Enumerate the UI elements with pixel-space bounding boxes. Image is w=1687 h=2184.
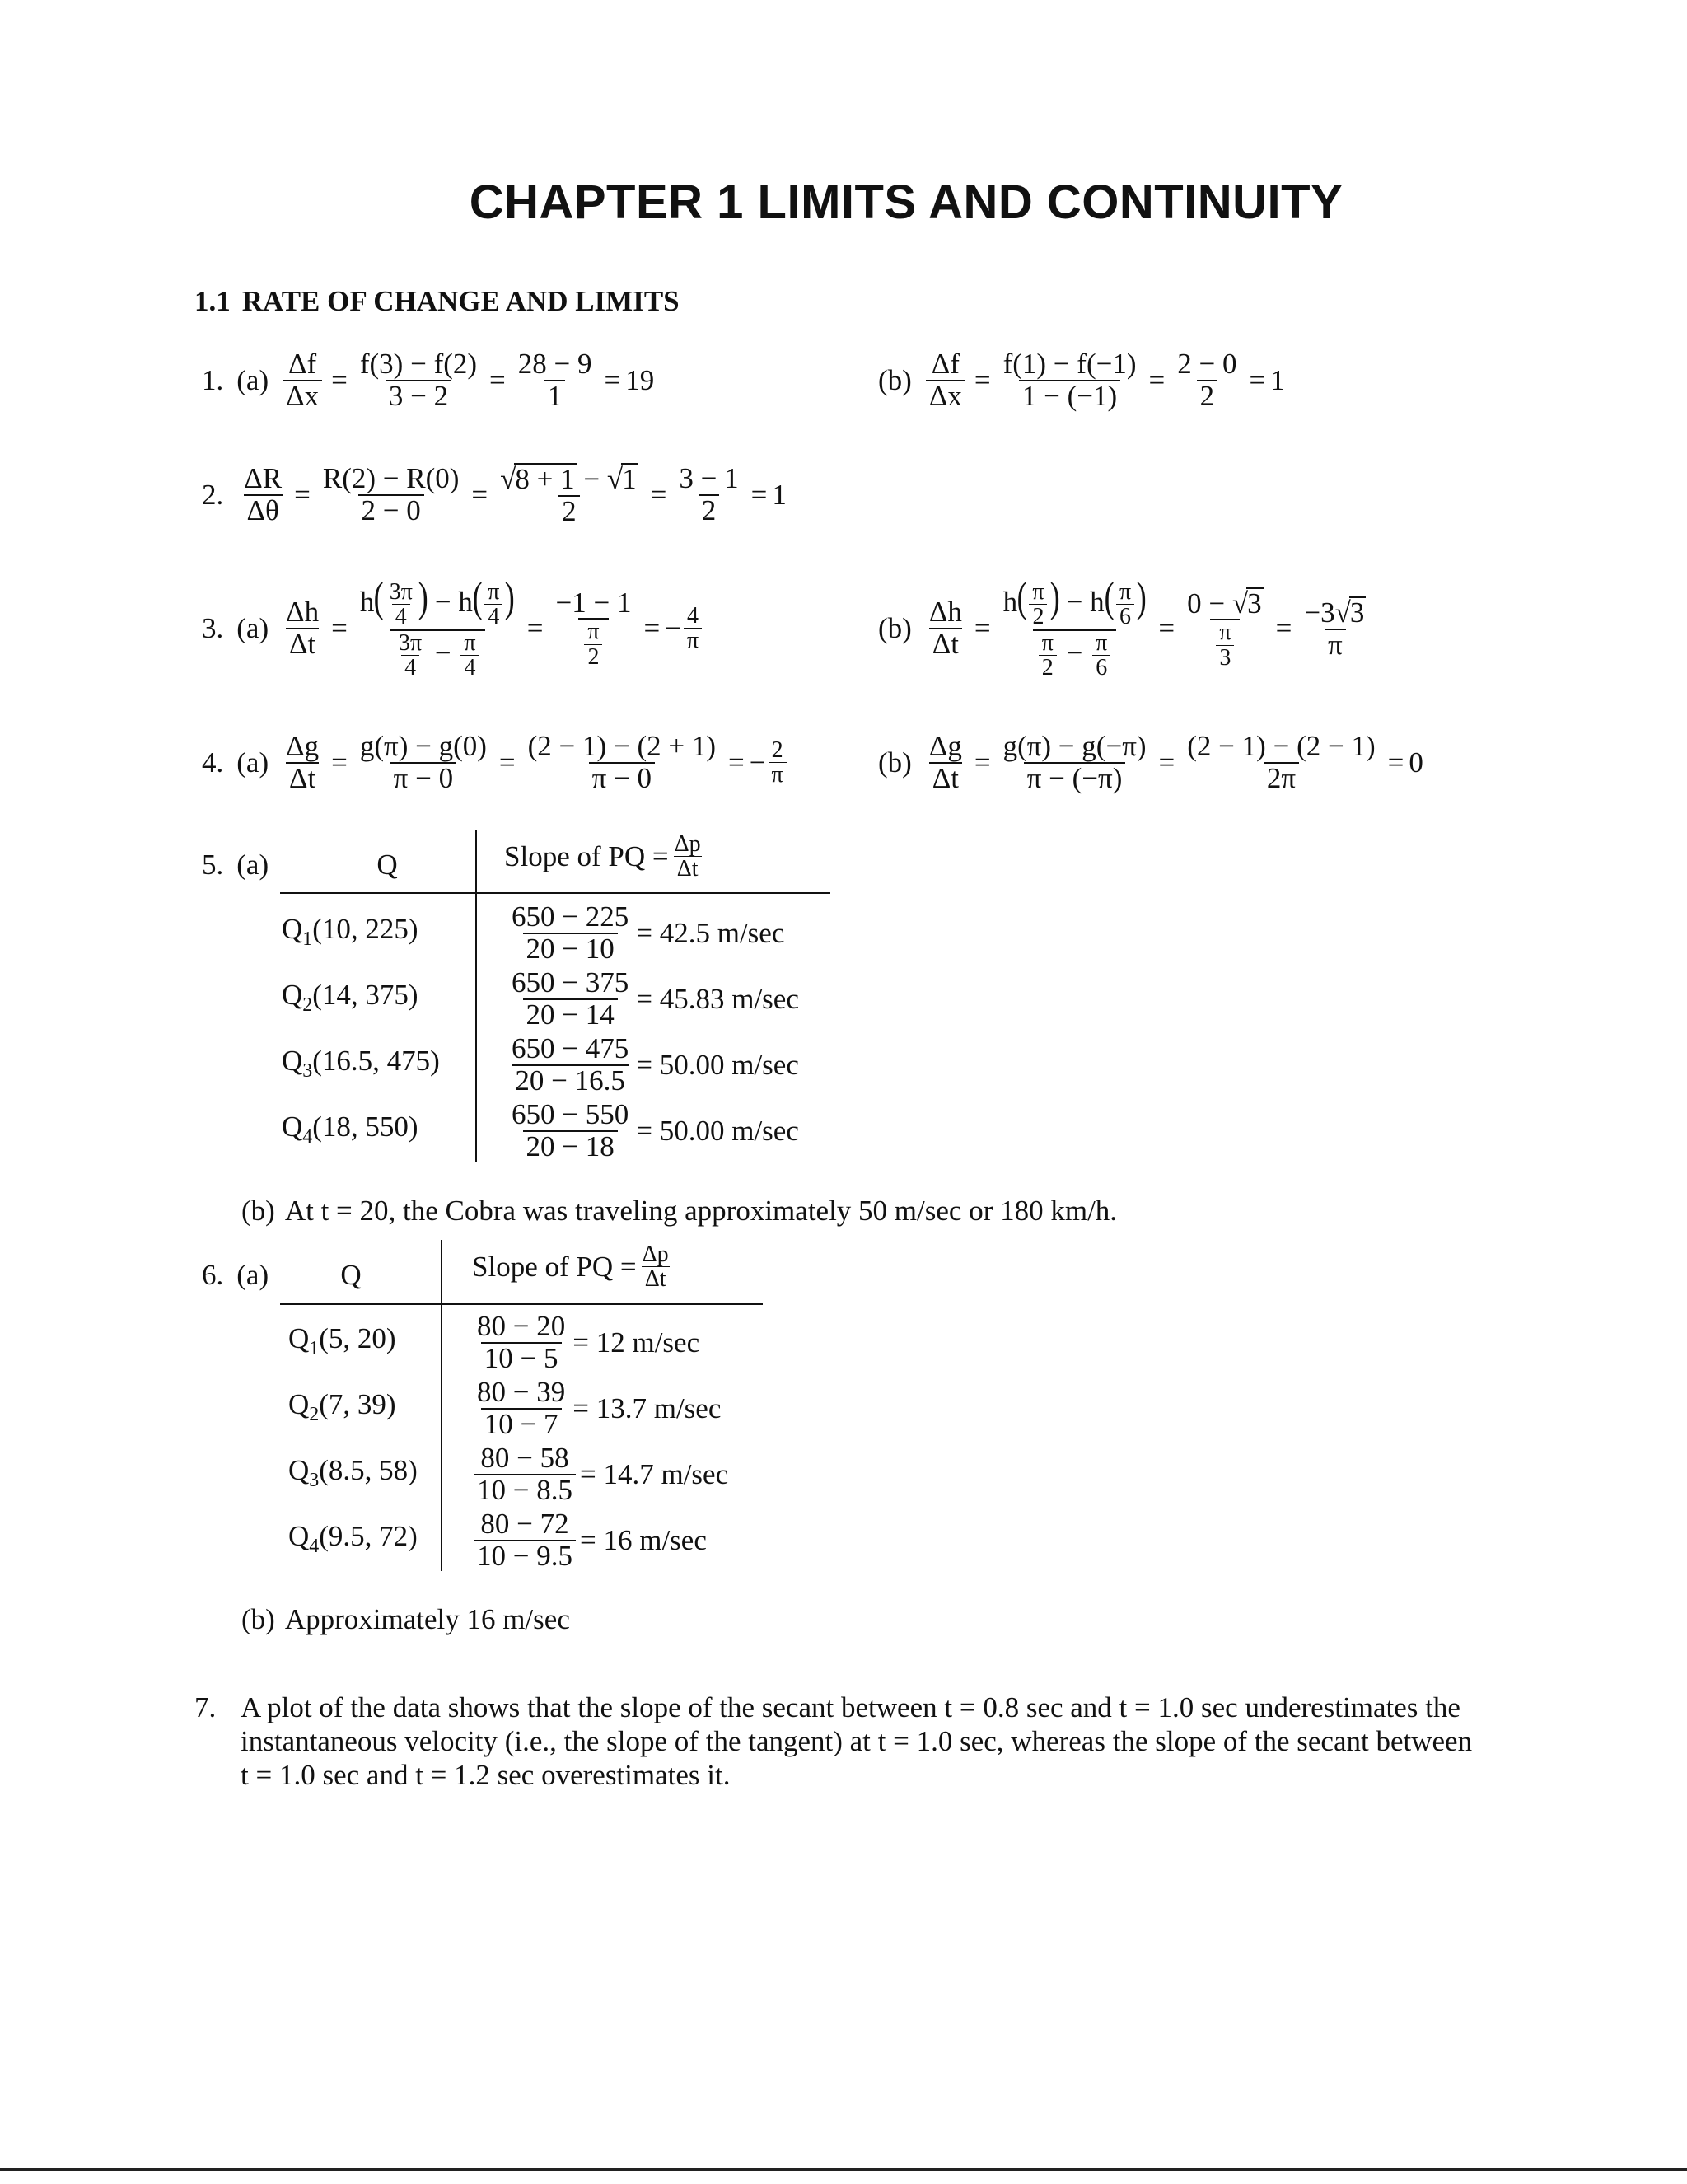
table-row-q	[288, 1322, 396, 1360]
numerator: π	[587, 619, 600, 645]
fraction	[508, 968, 632, 1031]
denominator: π	[1325, 629, 1346, 661]
denominator: 2 − 0	[358, 494, 424, 526]
part-label: (b)	[878, 363, 912, 396]
left-paren: (	[1104, 574, 1115, 621]
problem-5b	[241, 1195, 1117, 1228]
term: 0 −	[1187, 587, 1232, 620]
fraction	[484, 580, 502, 629]
equals-sign: =	[489, 363, 506, 396]
denominator: Δt	[642, 1266, 670, 1291]
problem-3b	[878, 574, 1373, 681]
fraction	[386, 580, 416, 629]
section-heading	[194, 285, 680, 318]
problem-number: 3.	[202, 611, 224, 644]
equals-sign: =	[974, 746, 991, 779]
denominator: 1 − (−1)	[1019, 380, 1120, 412]
denominator: 4	[484, 604, 502, 629]
slope-value: = 50.00 m/sec	[636, 1114, 799, 1147]
radicand: 8 + 1	[515, 463, 575, 495]
result: 19	[625, 363, 655, 396]
numerator: π	[1096, 629, 1108, 656]
fraction	[552, 588, 634, 670]
denominator: 1	[544, 380, 566, 412]
problem-number: 2.	[202, 478, 224, 511]
numerator: g(π) − g(−π)	[1002, 730, 1147, 762]
table-row-slope	[470, 1509, 707, 1572]
function-name: h	[1002, 586, 1018, 618]
part-label: (a)	[236, 849, 269, 881]
numerator: Δp	[642, 1242, 669, 1267]
denominator: Δt	[929, 762, 962, 794]
fraction	[639, 1242, 672, 1292]
column-header-q: Q	[340, 1259, 362, 1291]
result: 1	[1270, 363, 1285, 396]
q-subscript: 4	[309, 1536, 320, 1557]
equals-sign: =	[331, 363, 348, 396]
equals-sign: =	[1148, 363, 1166, 396]
problem-number: 5.	[202, 849, 224, 881]
numerator: π	[464, 629, 476, 656]
q-subscript: 1	[309, 1338, 320, 1359]
numerator: 650 − 550	[512, 1098, 629, 1130]
table-row-q	[282, 913, 418, 951]
part-label: (b)	[241, 1603, 275, 1635]
fraction	[241, 464, 285, 526]
equals-sign: =	[750, 478, 768, 511]
table-divider-horizontal	[280, 1303, 763, 1305]
fraction	[357, 349, 480, 412]
denominator	[578, 618, 608, 669]
q-subscript: 2	[302, 994, 313, 1016]
q-letter: Q	[282, 979, 303, 1011]
q-point: (16.5, 475)	[312, 1045, 440, 1077]
numerator: g(π) − g(0)	[359, 730, 487, 762]
fraction	[584, 620, 602, 669]
function-name: h	[359, 586, 375, 618]
table-divider-vertical	[441, 1240, 442, 1571]
denominator: π − 0	[589, 762, 655, 794]
minus-sign: −	[1066, 636, 1083, 669]
denominator: 2	[584, 644, 602, 669]
denominator: 20 − 10	[523, 933, 618, 965]
numerator: Δh	[286, 596, 320, 629]
denominator: 20 − 18	[523, 1130, 618, 1162]
table-row-q	[282, 1045, 440, 1083]
result: 0	[1409, 746, 1423, 779]
left-paren: (	[373, 574, 385, 621]
denominator: 2	[1029, 604, 1047, 629]
denominator: 20 − 16.5	[512, 1064, 629, 1097]
numerator: Δp	[674, 831, 701, 857]
q-point: (8.5, 58)	[319, 1454, 418, 1486]
function-name: h	[1090, 586, 1105, 618]
fraction	[1116, 580, 1134, 629]
fraction	[926, 597, 965, 660]
fraction	[395, 631, 425, 680]
table-row-q	[282, 979, 418, 1017]
fraction	[460, 631, 479, 680]
denominator: 6	[1116, 604, 1134, 629]
numerator: f(1) − f(−1)	[1002, 348, 1137, 380]
fraction	[1000, 349, 1140, 412]
q-point: (7, 39)	[319, 1388, 396, 1420]
denominator: 10 − 5	[481, 1342, 562, 1374]
denominator	[1210, 619, 1240, 670]
problem-7-paragraph	[241, 1691, 1591, 1792]
equals-sign: =	[974, 363, 991, 396]
denominator: 20 − 14	[523, 998, 618, 1031]
problem-6b	[241, 1603, 570, 1636]
right-paren: )	[418, 574, 428, 621]
fraction	[671, 832, 704, 882]
problem-4a	[202, 732, 789, 794]
fraction	[357, 574, 518, 681]
q-letter: Q	[288, 1520, 310, 1552]
denominator: Δt	[286, 762, 319, 794]
fraction	[926, 732, 965, 794]
numerator: π	[1119, 579, 1132, 606]
radical-sign: √	[1231, 587, 1249, 620]
problem-number: 1.	[202, 363, 224, 396]
fraction	[684, 604, 702, 653]
problem-6-label	[202, 1259, 278, 1292]
denominator: π − (−π)	[1024, 762, 1126, 794]
table-row-slope	[470, 1443, 728, 1506]
denominator: Δx	[283, 380, 322, 412]
equals-sign: =	[650, 478, 667, 511]
radical-sign: √	[1334, 596, 1351, 629]
fraction	[474, 1312, 568, 1374]
fraction	[1000, 574, 1150, 681]
column-header-slope	[504, 832, 707, 882]
equals-sign: =	[728, 746, 745, 779]
radicand: 3	[1247, 587, 1262, 620]
denominator: π − 0	[390, 762, 456, 794]
table-divider-vertical	[475, 830, 477, 1162]
numerator: Δf	[288, 348, 317, 380]
numerator: Δh	[928, 596, 962, 629]
slope-value: = 12 m/sec	[572, 1326, 700, 1359]
numerator: 650 − 375	[512, 966, 629, 998]
numerator: 3π	[389, 579, 413, 606]
right-paren: )	[1049, 574, 1060, 621]
equals-sign: =	[498, 746, 516, 779]
fraction	[1301, 596, 1369, 661]
denominator: 2π	[1264, 762, 1299, 794]
numerator: 80 − 39	[477, 1376, 566, 1408]
fraction	[474, 1509, 576, 1572]
equals-sign: =	[471, 478, 488, 511]
fraction	[1174, 349, 1240, 412]
q-point: (14, 375)	[312, 979, 418, 1011]
fraction	[283, 732, 322, 794]
numerator: 3π	[399, 629, 423, 656]
fraction	[515, 349, 596, 412]
fraction	[769, 738, 787, 788]
q-letter: Q	[288, 1454, 310, 1486]
problem-1a	[202, 349, 654, 412]
q-letter: Q	[282, 1111, 303, 1143]
radicand: 1	[622, 463, 637, 495]
part-label: (b)	[878, 746, 912, 779]
denominator: 2	[699, 494, 720, 526]
table-row-q	[288, 1520, 418, 1558]
minus-sign: −	[665, 611, 681, 644]
fraction	[1092, 631, 1110, 680]
fraction	[508, 1100, 632, 1162]
table-row-slope	[470, 1312, 699, 1374]
column-header-q: Q	[376, 849, 398, 881]
minus-sign: −	[434, 636, 451, 669]
fraction	[1184, 732, 1378, 794]
radical-sign: √	[500, 463, 516, 495]
fraction	[1000, 732, 1150, 794]
denominator: π	[684, 628, 702, 652]
numerator: 28 − 9	[517, 348, 592, 380]
q-letter: Q	[288, 1322, 310, 1354]
part-label: (a)	[236, 363, 269, 396]
part-label: (a)	[236, 611, 269, 644]
table-row-slope	[504, 902, 784, 965]
denominator: Δt	[286, 628, 319, 660]
numerator: 2 − 0	[1177, 348, 1237, 380]
problem-4b	[878, 732, 1423, 794]
answer-text: At t = 20, the Cobra was traveling approximately 50 m/sec or 180 km/h.	[284, 1195, 1118, 1227]
radical-sign: √	[606, 463, 624, 495]
numerator: 4	[687, 602, 699, 629]
problem-3a	[202, 574, 704, 681]
q-subscript: 3	[302, 1060, 313, 1082]
numerator: 2	[771, 737, 783, 763]
equals-sign: =	[974, 611, 991, 644]
function-name: h	[458, 586, 473, 618]
fraction	[675, 464, 741, 526]
part-label: (a)	[236, 1259, 269, 1291]
denominator: 2	[1197, 380, 1218, 412]
minus-sign: −	[583, 463, 600, 495]
left-paren: (	[1016, 574, 1027, 621]
numerator: 650 − 225	[512, 900, 629, 933]
numerator: R(2) − R(0)	[322, 462, 460, 494]
slope-value: = 13.7 m/sec	[572, 1391, 722, 1424]
equals-sign: =	[1158, 746, 1175, 779]
problem-5-label	[202, 849, 278, 882]
denominator: Δt	[929, 628, 962, 660]
minus-sign: −	[1066, 586, 1083, 618]
table-divider-horizontal	[280, 892, 830, 894]
part-label: (b)	[878, 611, 912, 644]
denominator: Δx	[926, 380, 965, 412]
table-row-slope	[504, 1100, 799, 1162]
denominator: 3 − 2	[386, 380, 451, 412]
table-row-slope	[470, 1377, 721, 1440]
numerator: f(3) − f(2)	[359, 348, 478, 380]
problem-number: 4.	[202, 746, 224, 779]
equals-sign: =	[1275, 611, 1292, 644]
fraction	[283, 597, 322, 660]
page-bottom-rule	[0, 2168, 1687, 2171]
numerator: 80 − 58	[480, 1442, 569, 1474]
fraction	[474, 1377, 568, 1440]
result: 1	[772, 478, 787, 511]
slope-value: = 16 m/sec	[580, 1523, 707, 1556]
slope-value: = 42.5 m/sec	[636, 916, 785, 949]
equals-sign: =	[294, 478, 311, 511]
fraction	[1216, 620, 1234, 670]
equals-sign: =	[331, 611, 348, 644]
q-letter: Q	[288, 1388, 310, 1420]
q-letter: Q	[282, 913, 303, 945]
numerator: 650 − 475	[512, 1032, 629, 1064]
numerator: −1 − 1	[555, 586, 632, 619]
denominator: 4	[460, 655, 479, 680]
denominator: 2	[1039, 655, 1057, 680]
numerator: 80 − 20	[477, 1310, 566, 1342]
numerator: Δg	[286, 730, 320, 762]
denominator: 10 − 8.5	[474, 1474, 576, 1506]
paragraph-line: A plot of the data shows that the slope of the secant between t = 0.8 sec and t = 1.0 sec underestimates the	[241, 1691, 1460, 1723]
table-row-q	[288, 1388, 396, 1426]
fraction	[508, 1034, 632, 1097]
minus-sign: −	[434, 586, 451, 618]
part-label: (a)	[236, 746, 269, 779]
right-paren: )	[1136, 574, 1147, 621]
equals-sign: =	[604, 363, 621, 396]
equals-sign: =	[1158, 611, 1175, 644]
numerator: 3 − 1	[679, 462, 739, 494]
table-row-slope	[504, 1034, 799, 1097]
q-point: (18, 550)	[312, 1111, 418, 1143]
numerator: π	[1219, 620, 1231, 646]
answer-text: Approximately 16 m/sec	[284, 1603, 570, 1635]
fraction	[1029, 580, 1047, 629]
equals-sign: =	[1249, 363, 1266, 396]
numerator: (2 − 1) − (2 − 1)	[1187, 730, 1376, 762]
q-subscript: 3	[309, 1470, 320, 1491]
denominator	[1033, 629, 1117, 680]
fraction	[926, 349, 965, 412]
q-point: (5, 20)	[319, 1322, 396, 1354]
equals-sign: =	[643, 611, 661, 644]
slope-value: = 50.00 m/sec	[636, 1048, 799, 1081]
q-point: (9.5, 72)	[319, 1520, 418, 1552]
q-point: (10, 225)	[312, 913, 418, 945]
fraction	[357, 732, 490, 794]
fraction	[474, 1443, 576, 1506]
q-subscript: 4	[302, 1126, 313, 1148]
denominator: 10 − 9.5	[474, 1540, 576, 1572]
q-subscript: 2	[309, 1404, 320, 1425]
coefficient: −3	[1304, 596, 1335, 629]
left-paren: (	[472, 574, 483, 621]
denominator	[390, 629, 485, 680]
denominator: Δθ	[244, 494, 283, 526]
problem-7-number: 7.	[194, 1691, 217, 1723]
chapter-title: CHAPTER 1 LIMITS AND CONTINUITY	[469, 175, 1344, 229]
fraction	[525, 732, 719, 794]
numerator: ΔR	[244, 462, 283, 494]
denominator: 10 − 7	[481, 1408, 562, 1440]
numerator	[357, 574, 518, 630]
denominator: 3	[1216, 645, 1234, 670]
problem-number: 6.	[202, 1259, 224, 1291]
denominator: 6	[1092, 655, 1110, 680]
numerator	[1184, 587, 1266, 620]
fraction	[508, 902, 632, 965]
section-title: RATE OF CHANGE AND LIMITS	[241, 285, 680, 317]
column-header-slope	[472, 1242, 675, 1292]
table-row-q	[288, 1454, 418, 1492]
paragraph-line: instantaneous velocity (i.e., the slope of the tangent) at t = 1.0 sec, whereas the slope of the secant between	[241, 1725, 1473, 1757]
numerator	[497, 463, 641, 495]
fraction	[1184, 587, 1266, 671]
fraction	[283, 349, 322, 412]
fraction	[497, 463, 641, 527]
problem-2	[202, 463, 787, 527]
denominator: 4	[392, 604, 410, 629]
numerator: Δg	[928, 730, 962, 762]
table-row-q	[282, 1111, 418, 1148]
slope-value: = 14.7 m/sec	[580, 1457, 729, 1490]
numerator	[1301, 596, 1369, 629]
numerator: 80 − 72	[480, 1508, 569, 1540]
slope-value: = 45.83 m/sec	[636, 982, 799, 1015]
equals-sign: =	[331, 746, 348, 779]
denominator: 4	[401, 655, 419, 680]
numerator: Δf	[931, 348, 960, 380]
denominator: π	[769, 762, 787, 787]
radicand: 3	[1349, 596, 1365, 629]
numerator: π	[1032, 579, 1044, 606]
denominator: 2	[558, 495, 580, 527]
equals-sign: =	[1387, 746, 1404, 779]
denominator: Δt	[674, 856, 702, 881]
fraction	[1039, 631, 1057, 680]
numerator: π	[1041, 629, 1054, 656]
table-row-slope	[504, 968, 799, 1031]
numerator: π	[488, 579, 500, 606]
section-number: 1.1	[194, 285, 231, 317]
numerator	[1000, 574, 1150, 630]
header-text: Slope of PQ =	[472, 1250, 637, 1283]
equals-sign: =	[526, 611, 544, 644]
problem-1b	[878, 349, 1285, 412]
q-letter: Q	[282, 1045, 303, 1077]
paragraph-line: t = 1.0 sec and t = 1.2 sec overestimates it.	[241, 1759, 731, 1791]
right-paren: )	[504, 574, 516, 621]
part-label: (b)	[241, 1195, 275, 1227]
header-text: Slope of PQ =	[504, 839, 669, 872]
fraction	[320, 464, 463, 526]
q-subscript: 1	[302, 928, 313, 950]
minus-sign: −	[749, 746, 766, 779]
numerator: (2 − 1) − (2 + 1)	[527, 730, 716, 762]
